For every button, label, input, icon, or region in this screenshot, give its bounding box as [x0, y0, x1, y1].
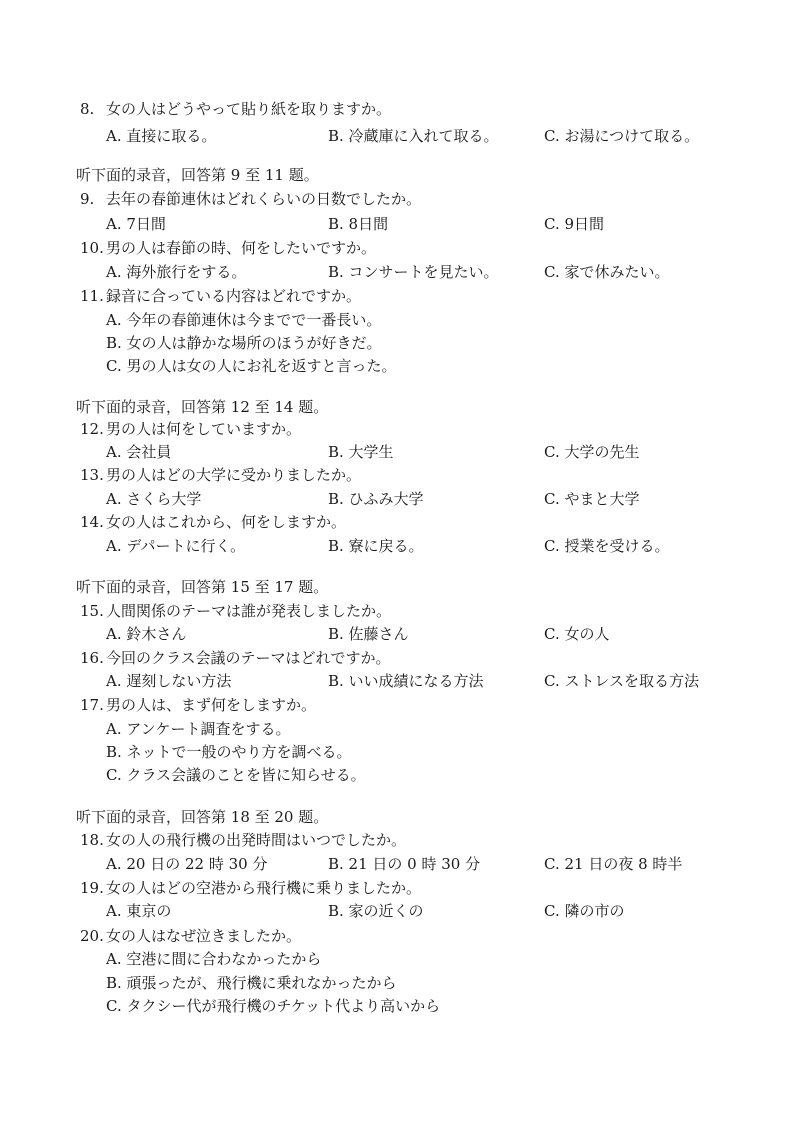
- option-b: B. 21 日の 0 時 30 分: [328, 855, 481, 873]
- question-text: 女の人はなぜ泣きましたか。: [106, 927, 302, 945]
- section-header: 听下面的录音，回答第 15 至 17 题。: [76, 578, 329, 596]
- option-c: C. 家で休みたい。: [544, 263, 670, 281]
- option-b: B. 頑張ったが、飛行機に乗れなかったから: [106, 974, 397, 992]
- question-number: 8.: [80, 100, 95, 118]
- option-b: B. コンサートを見たい。: [328, 263, 499, 281]
- question-number: 11.: [80, 287, 104, 305]
- option-a: A. 東京の: [106, 902, 172, 920]
- option-b: B. ひふみ大学: [328, 490, 424, 508]
- option-c: C. 授業を受ける。: [544, 537, 670, 555]
- section-header: 听下面的录音，回答第 12 至 14 题。: [76, 398, 329, 416]
- question-text: 人間関係のテーマは誰が発表しましたか。: [106, 602, 392, 620]
- option-c: C. タクシー代が飛行機のチケット代より高いから: [106, 997, 441, 1015]
- question-text: 女の人はどの空港から飛行機に乗りましたか。: [106, 879, 422, 897]
- option-c: C. 大学の先生: [544, 443, 640, 461]
- question-text: 女の人はどうやって貼り紙を取りますか。: [106, 100, 392, 118]
- question-text: 男の人は、まず何をしますか。: [106, 696, 317, 714]
- option-c: C. やまと大学: [544, 490, 640, 508]
- option-a: A. 空港に間に合わなかったから: [106, 950, 322, 968]
- option-b: B. 冷蔵庫に入れて取る。: [328, 127, 499, 145]
- option-c: C. 9日間: [544, 215, 605, 233]
- option-a: A. デパートに行く。: [106, 537, 246, 555]
- option-b: B. 8日間: [328, 215, 389, 233]
- option-a: A. アンケート調査をする。: [106, 720, 291, 738]
- question-text: 今回のクラス会議のテーマはどれですか。: [106, 649, 391, 667]
- question-number: 13.: [80, 466, 104, 484]
- option-c: C. 隣の市の: [544, 902, 625, 920]
- question-text: 女の人はこれから、何をしますか。: [106, 513, 347, 531]
- question-number: 10.: [80, 239, 104, 257]
- option-b: B. いい成績になる方法: [328, 672, 484, 690]
- option-a: A. 7日間: [106, 215, 166, 233]
- section-header: 听下面的录音，回答第 9 至 11 题。: [76, 166, 319, 184]
- question-text: 男の人は春節の時、何をしたいですか。: [106, 239, 377, 257]
- option-a: A. 20 日の 22 時 30 分: [106, 855, 268, 873]
- question-number: 15.: [80, 602, 104, 620]
- option-a: A. 会社員: [106, 443, 172, 461]
- question-number: 18.: [80, 831, 104, 849]
- section-header: 听下面的录音，回答第 18 至 20 题。: [76, 808, 329, 826]
- option-c: C. 男の人は女の人にお礼を返すと言った。: [106, 357, 397, 375]
- option-c: C. 21 日の夜 8 時半: [544, 855, 683, 873]
- option-c: C. お湯につけて取る。: [544, 127, 700, 145]
- option-a: A. 直接に取る。: [106, 127, 217, 145]
- option-a: A. 今年の春節連休は今までで一番長い。: [106, 311, 382, 329]
- question-number: 20.: [80, 927, 104, 945]
- question-number: 14.: [80, 513, 104, 531]
- question-text: 女の人の飛行機の出発時間はいつでしたか。: [106, 831, 407, 849]
- option-c: C. 女の人: [544, 625, 610, 643]
- option-b: B. 佐藤さん: [328, 625, 409, 643]
- question-number: 12.: [80, 420, 104, 438]
- question-number: 16.: [80, 649, 104, 667]
- question-number: 9.: [80, 190, 95, 208]
- question-number: 17.: [80, 696, 104, 714]
- option-b: B. 女の人は静かな場所のほうが好きだ。: [106, 334, 382, 352]
- option-c: C. クラス会議のことを皆に知らせる。: [106, 766, 366, 784]
- option-b: B. 寮に戻る。: [328, 537, 424, 555]
- question-text: 男の人は何をしていますか。: [106, 420, 302, 438]
- question-number: 19.: [80, 879, 104, 897]
- question-text: 録音に合っている内容はどれですか。: [106, 287, 362, 305]
- question-text: 去年の春節連休はどれくらいの日数でしたか。: [106, 190, 422, 208]
- option-a: A. 遅刻しない方法: [106, 672, 232, 690]
- question-text: 男の人はどの大学に受かりましたか。: [106, 466, 362, 484]
- option-b: B. ネットで一般のやり方を調べる。: [106, 743, 352, 761]
- option-b: B. 大学生: [328, 443, 394, 461]
- option-c: C. ストレスを取る方法: [544, 672, 700, 690]
- option-a: A. 鈴木さん: [106, 625, 187, 643]
- option-b: B. 家の近くの: [328, 902, 424, 920]
- option-a: A. さくら大学: [106, 490, 202, 508]
- option-a: A. 海外旅行をする。: [106, 263, 247, 281]
